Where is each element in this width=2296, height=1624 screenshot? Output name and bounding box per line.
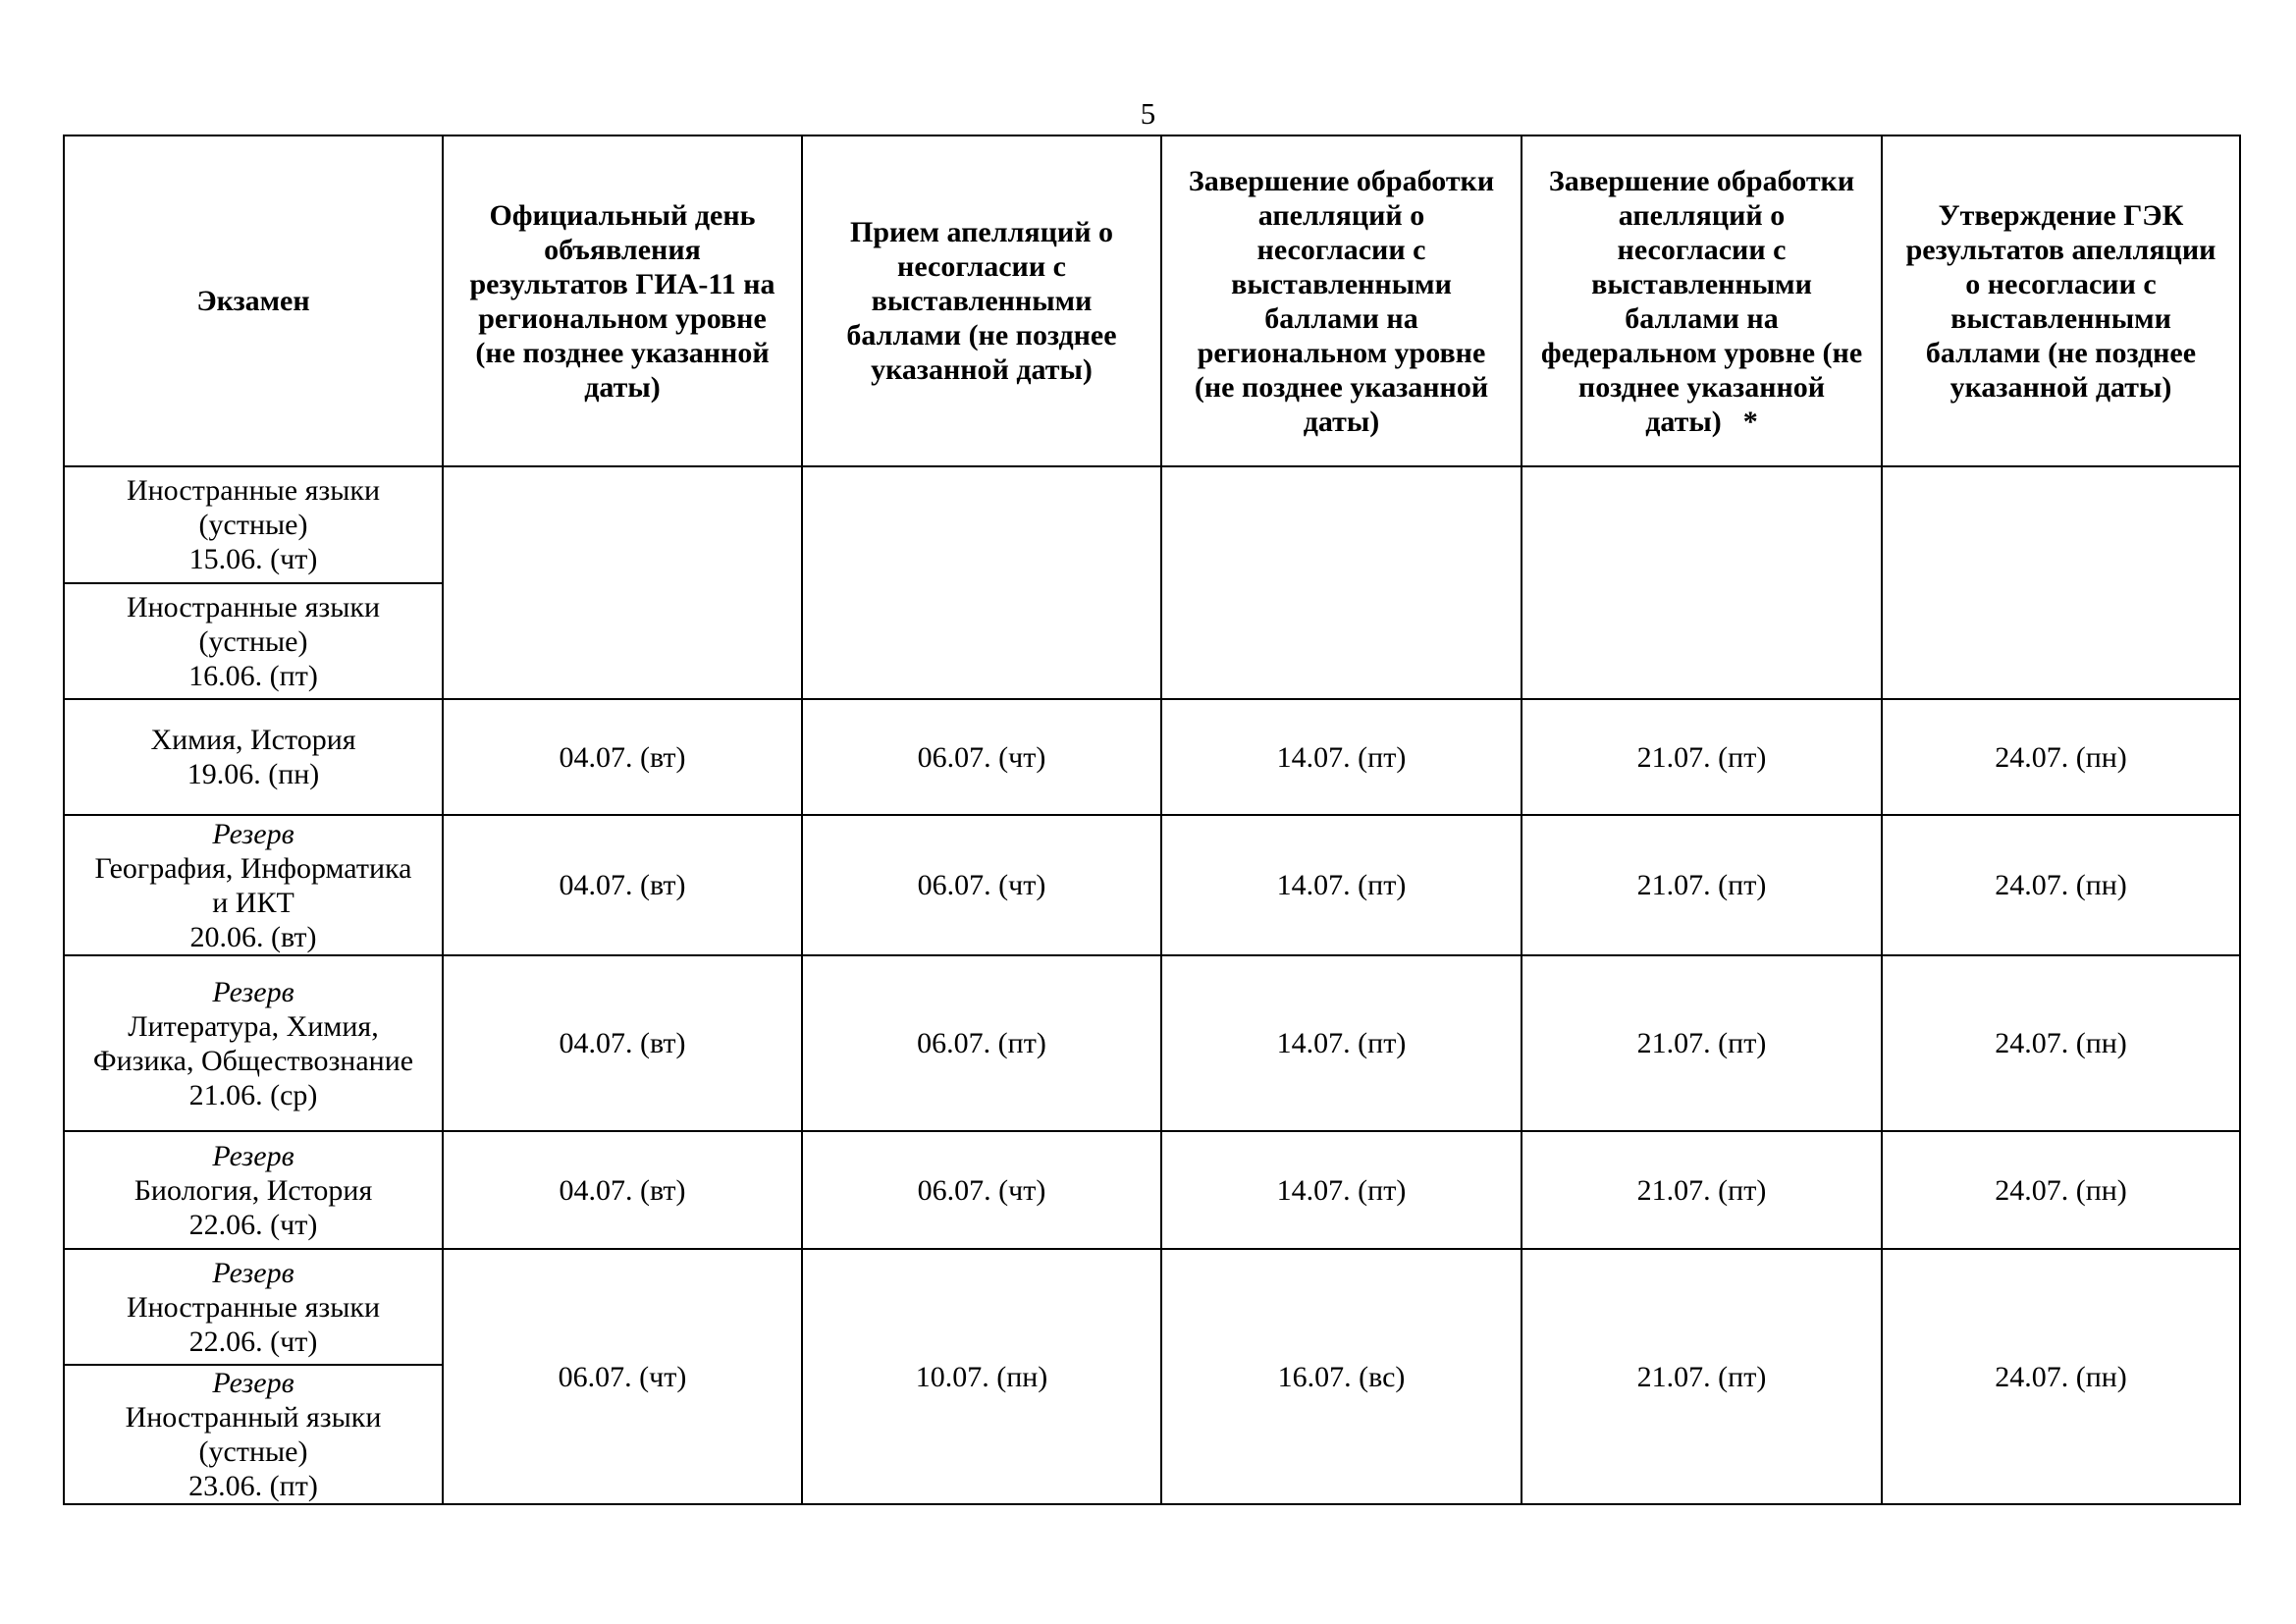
exam-cell: Резерв Иностранный языки (устные) 23.06. (пт) [64, 1365, 443, 1504]
footnote-mark: * [1742, 405, 1758, 438]
table-row [64, 1131, 2240, 1249]
results-day-cell [443, 466, 802, 699]
header-exam: Экзамен [64, 135, 443, 466]
gek-cell: 24.07. (пн) [1882, 955, 2240, 1131]
table-row [64, 1249, 2240, 1365]
header-appeal-receipt: Прием апелляций о несогласии с выставленными баллами (не позднее указанной даты) [802, 135, 1161, 466]
header-gek-approval: Утверждение ГЭК результатов апелляции о несогласии с выставленными баллами (не позднее указанной даты) [1882, 135, 2240, 466]
regional-cell [1161, 466, 1522, 699]
exam-cell: Резерв География, Информатика и ИКТ 20.06. (вт) [64, 815, 443, 955]
header-regional-processing: Завершение обработки апелляций о несогласии с выставленными баллами на региональном уровне (не позднее указанной даты) [1161, 135, 1522, 466]
federal-cell: 21.07. (пт) [1522, 699, 1882, 815]
reserve-label: Резерв [212, 1256, 294, 1289]
appeal-receipt-cell: 06.07. (чт) [802, 1131, 1161, 1249]
regional-cell: 14.07. (пт) [1161, 955, 1522, 1131]
results-day-cell: 04.07. (вт) [443, 699, 802, 815]
gek-cell [1882, 466, 2240, 699]
results-day-cell: 06.07. (чт) [443, 1249, 802, 1504]
gek-cell: 24.07. (пн) [1882, 1131, 2240, 1249]
reserve-label: Резерв [212, 1367, 294, 1399]
exam-cell: Резерв Иностранные языки 22.06. (чт) [64, 1249, 443, 1365]
federal-cell: 21.07. (пт) [1522, 1131, 1882, 1249]
gek-cell: 24.07. (пн) [1882, 815, 2240, 955]
reserve-label: Резерв [212, 1139, 294, 1172]
table-row [64, 955, 2240, 1131]
exam-cell: Иностранные языки (устные) 15.06. (чт) [64, 466, 443, 583]
regional-cell: 16.07. (вс) [1161, 1249, 1522, 1504]
results-day-cell: 04.07. (вт) [443, 955, 802, 1131]
federal-cell [1522, 466, 1882, 699]
appeal-receipt-cell: 06.07. (чт) [802, 815, 1161, 955]
appeals-schedule-table [63, 135, 2241, 1505]
gek-cell: 24.07. (пн) [1882, 699, 2240, 815]
regional-cell: 14.07. (пт) [1161, 1131, 1522, 1249]
header-results-day: Официальный день объявления результатов ГИА-11 на региональном уровне (не позднее указанной даты) [443, 135, 802, 466]
results-day-cell: 04.07. (вт) [443, 815, 802, 955]
table-row [64, 699, 2240, 815]
reserve-label: Резерв [212, 975, 294, 1008]
header-federal-processing: Завершение обработки апелляций о несогласии с выставленными баллами на федеральном уровне (не позднее указанной даты) * [1522, 135, 1882, 466]
federal-cell: 21.07. (пт) [1522, 815, 1882, 955]
table-row [64, 815, 2240, 955]
federal-cell: 21.07. (пт) [1522, 955, 1882, 1131]
appeal-receipt-cell: 06.07. (чт) [802, 699, 1161, 815]
regional-cell: 14.07. (пт) [1161, 699, 1522, 815]
regional-cell: 14.07. (пт) [1161, 815, 1522, 955]
exam-cell: Резерв Биология, История 22.06. (чт) [64, 1131, 443, 1249]
page-number: 5 [1140, 96, 1156, 131]
header-row [64, 135, 2240, 466]
appeal-receipt-cell: 06.07. (пт) [802, 955, 1161, 1131]
federal-cell: 21.07. (пт) [1522, 1249, 1882, 1504]
exam-cell: Иностранные языки (устные) 16.06. (пт) [64, 583, 443, 699]
table-row [64, 466, 2240, 583]
exam-cell: Резерв Литература, Химия, Физика, Обществознание 21.06. (ср) [64, 955, 443, 1131]
results-day-cell: 04.07. (вт) [443, 1131, 802, 1249]
appeal-receipt-cell: 10.07. (пн) [802, 1249, 1161, 1504]
gek-cell: 24.07. (пн) [1882, 1249, 2240, 1504]
appeal-receipt-cell [802, 466, 1161, 699]
reserve-label: Резерв [212, 817, 294, 850]
exam-cell: Химия, История 19.06. (пн) [64, 699, 443, 815]
